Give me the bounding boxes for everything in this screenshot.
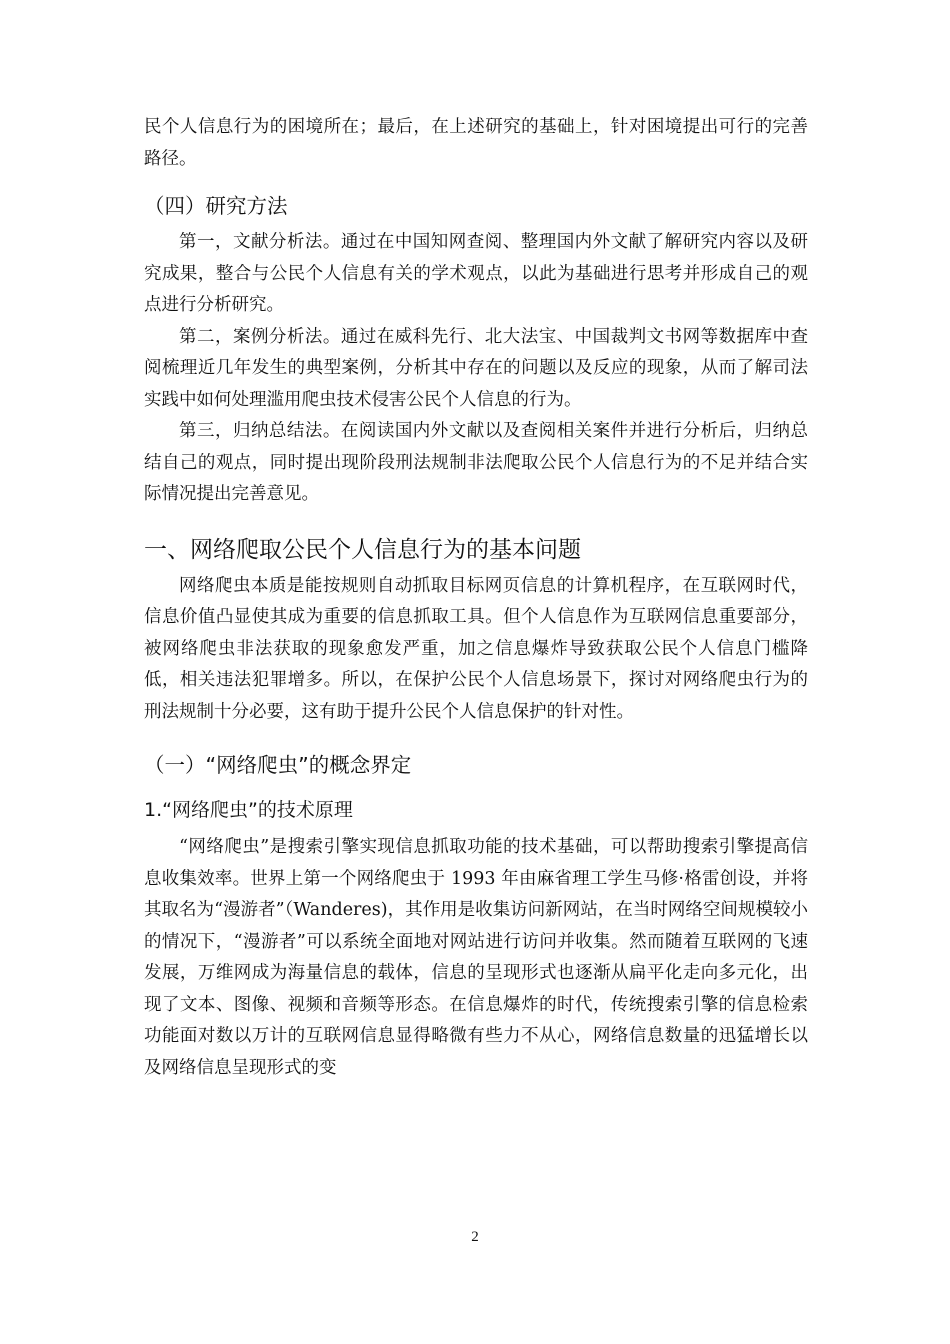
page-content — [144, 112, 808, 1084]
method-paragraph-case-analysis: 第二，案例分析法。通过在威科先行、北大法宝、中国裁判文书网等数据库中查阅梳理近几年发生的典型案例，分析其中存在的问题以及反应的现象，从而了解司法实践中如何处理滥用爬虫技术侵害公民个人信息的行为。 — [144, 326, 808, 410]
method-paragraph-literature: 第一，文献分析法。通过在中国知网查阅、整理国内外文献了解研究内容以及研究成果，整合与公民个人信息有关的学术观点，以此为基础进行思考并形成自己的观点进行分析研究。 — [144, 232, 808, 315]
subsubsection-heading-technical-principle: 1.“网络爬虫”的技术原理 — [144, 799, 353, 821]
chapter-heading-basic-issues: 一、网络爬取公民个人信息行为的基本问题 — [144, 536, 581, 563]
chapter-one-paragraph: 网络爬虫本质是能按规则自动抓取目标网页信息的计算机程序，在互联网时代，信息价值凸显使其成为重要的信息抓取工具。但个人信息作为互联网信息重要部分，被网络爬虫非法获取的现象愈发严重，加之信息爆炸导致获取公民个人信息门槛降低，相关违法犯罪增多。所以，在保护公民个人信息场景下，探讨对网络爬虫行为的刑法规制十分必要，这有助于提升公民个人信息保护的针对性。 — [144, 575, 808, 722]
subsection-heading-concept: （一）“网络爬虫”的概念界定 — [144, 753, 412, 777]
section-heading-research-methods: （四）研究方法 — [144, 194, 288, 218]
technical-principle-paragraph: “网络爬虫”是搜索引擎实现信息抓取功能的技术基础，可以帮助搜索引擎提高信息收集效率。世界上第一个网络爬虫于 1993 年由麻省理工学生马修·格雷创设，并将其取名为“漫游者”（Wanderes)，其作用是收集访问新网站，在当时网络空间规模较小的情况下，“漫游者”可以系统全面地对网站进行访问并收集。然而随着互联网的飞速发展，万维网成为海量信息的载体，信息的呈现形式也逐渐从扁平化走向多元化，出现了文本、图像、视频和音频等形态。在信息爆炸的时代，传统搜索引擎的信息检索功能面对数以万计的互联网信息显得略微有些力不从心，网络信息数量的迅猛增长以及网络信息呈现形式的变 — [144, 837, 808, 1078]
page-number: 2 — [471, 1229, 479, 1245]
method-paragraph-induction: 第三，归纳总结法。在阅读国内外文献以及查阅相关案件并进行分析后，归纳总结自己的观点，同时提出现阶段刑法规制非法爬取公民个人信息行为的不足并结合实际情况提出完善意见。 — [144, 421, 808, 504]
intro-tail-paragraph: 民个人信息行为的困境所在；最后，在上述研究的基础上，针对困境提出可行的完善路径。 — [144, 117, 808, 169]
